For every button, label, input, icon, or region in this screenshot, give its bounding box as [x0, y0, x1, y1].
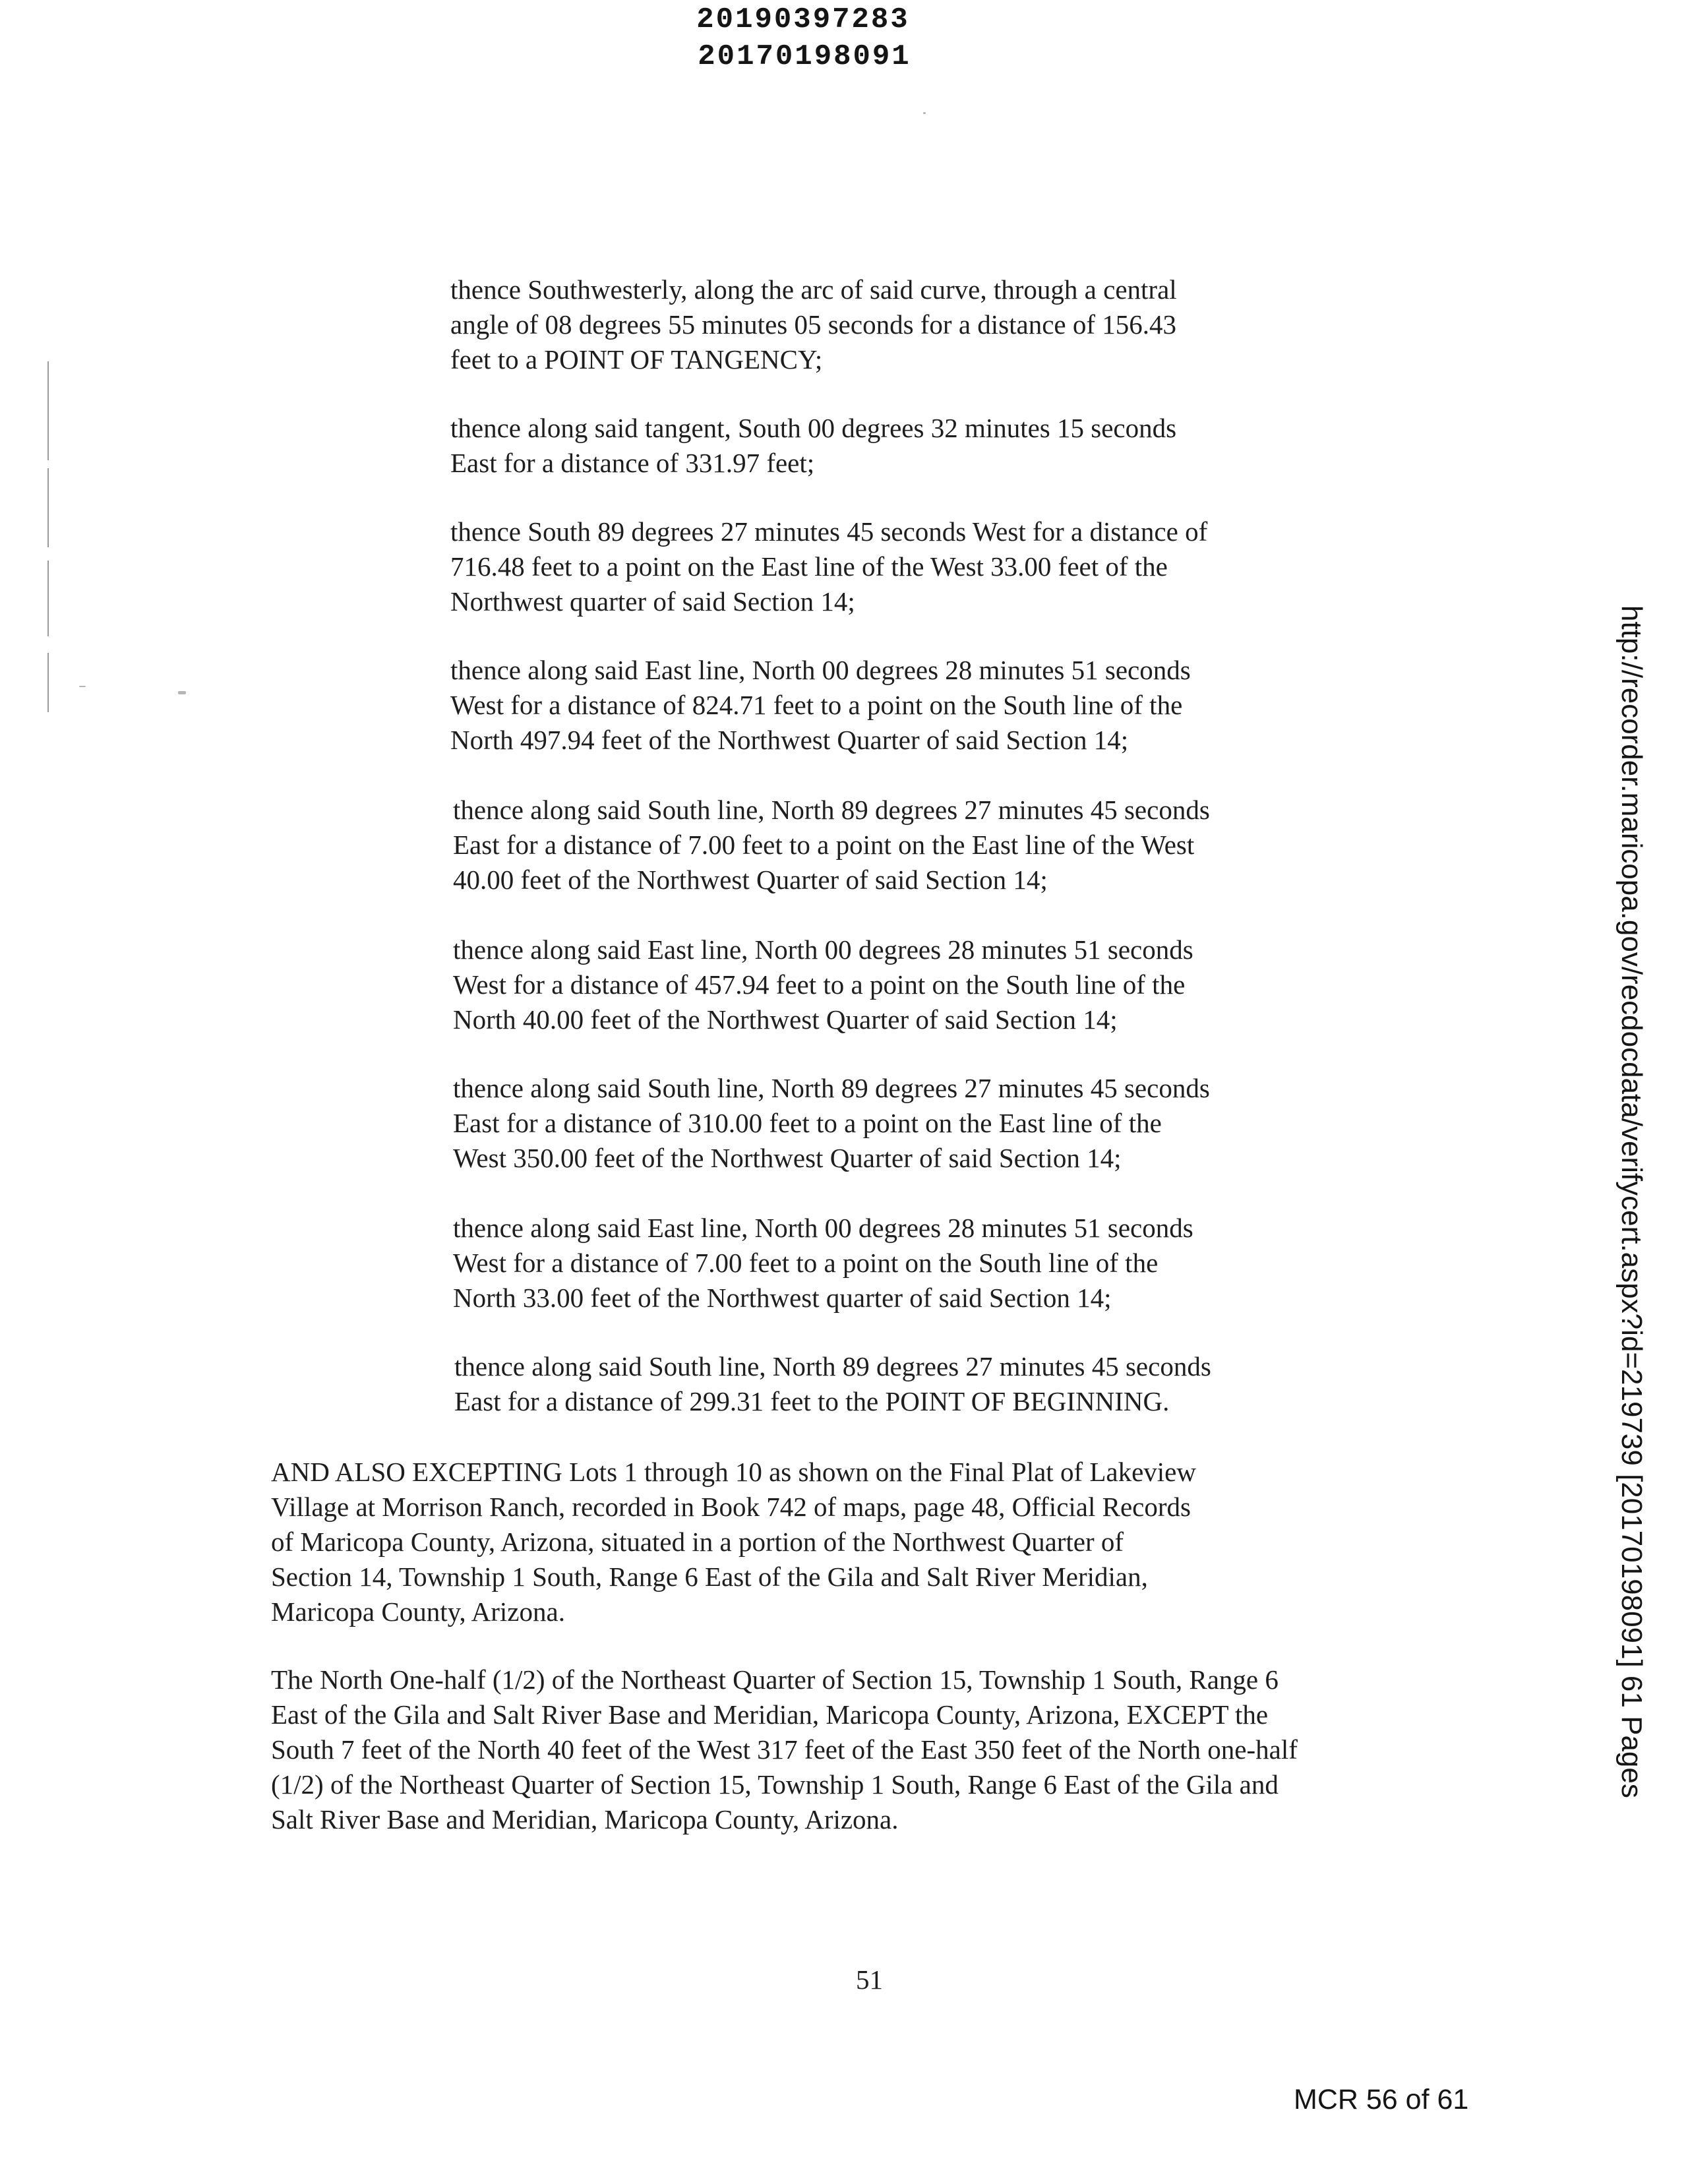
text-line: thence along said South line, North 89 degrees 27 minutes 45 seconds [454, 1351, 1211, 1381]
legal-description-paragraph [453, 793, 1210, 897]
text-line: 40.00 feet of the Northwest Quarter of said Section 14; [453, 864, 1048, 895]
text-line: (1/2) of the Northeast Quarter of Section 15, Township 1 South, Range 6 East of the Gila and [271, 1769, 1279, 1800]
page-number: 51 [856, 1964, 883, 1995]
text-line: South 7 feet of the North 40 feet of the West 317 feet of the East 350 feet of the North one-half [271, 1734, 1298, 1765]
text-line: thence along said tangent, South 00 degrees 32 minutes 15 seconds [450, 413, 1177, 443]
text-line: thence South 89 degrees 27 minutes 45 seconds West for a distance of [450, 516, 1208, 547]
text-line: angle of 08 degrees 55 minutes 05 seconds for a distance of 156.43 [450, 309, 1177, 340]
text-line: Northwest quarter of said Section 14; [450, 586, 855, 617]
text-line: Salt River Base and Meridian, Maricopa County, Arizona. [271, 1804, 899, 1835]
text-line: feet to a POINT OF TANGENCY; [450, 344, 823, 375]
text-line: thence along said South line, North 89 degrees 27 minutes 45 seconds [453, 1073, 1210, 1103]
scan-artifact-line [47, 468, 49, 547]
text-line: Section 14, Township 1 South, Range 6 East of the Gila and Salt River Meridian, [271, 1562, 1148, 1592]
text-line: thence along said East line, North 00 degrees 28 minutes 51 seconds [453, 1213, 1193, 1243]
text-line: of Maricopa County, Arizona, situated in a portion of the Northwest Quarter of [271, 1527, 1124, 1557]
text-line: East for a distance of 7.00 feet to a point on the East line of the West [453, 830, 1195, 860]
text-line: East for a distance of 310.00 feet to a point on the East line of the [453, 1108, 1162, 1138]
text-line: East of the Gila and Salt River Base and Meridian, Maricopa County, Arizona, EXCEPT the [271, 1699, 1269, 1730]
legal-description-paragraph [450, 411, 1176, 481]
scan-artifact-dot [923, 112, 926, 114]
legal-description-paragraph [453, 1071, 1210, 1176]
text-line: Village at Morrison Ranch, recorded in Book 742 of maps, page 48, Official Records [271, 1492, 1191, 1522]
text-line: Maricopa County, Arizona. [271, 1596, 565, 1627]
scan-artifact-line [47, 653, 49, 712]
text-line: thence along said South line, North 89 degrees 27 minutes 45 seconds [453, 795, 1210, 825]
parcel-description-paragraph [271, 1662, 1298, 1837]
text-line: thence Southwesterly, along the arc of said curve, through a central [450, 274, 1177, 305]
text-line: East for a distance of 299.31 feet to the POINT OF BEGINNING. [454, 1386, 1170, 1416]
legal-description-paragraph [453, 1211, 1193, 1316]
scan-artifact-dot [178, 691, 186, 694]
legal-description-paragraph [454, 1349, 1211, 1419]
text-line: North 40.00 feet of the Northwest Quarter of said Section 14; [453, 1004, 1118, 1035]
text-line: West for a distance of 457.94 feet to a point on the South line of the [453, 969, 1186, 1000]
verification-url: http://recorder.maricopa.gov/recdocdata/verifycert.aspx?id=219739 [20170198091] 61 Pages [1615, 605, 1648, 1798]
mcr-page-footer: MCR 56 of 61 [1294, 2084, 1469, 2115]
text-line: West 350.00 feet of the Northwest Quarter of said Section 14; [453, 1143, 1122, 1173]
text-line: 716.48 feet to a point on the East line of the West 33.00 feet of the [450, 551, 1168, 582]
scan-artifact-line [47, 361, 49, 460]
recording-number-stamp: 20170198091 [698, 40, 911, 73]
legal-description-paragraph [450, 272, 1177, 377]
text-line: AND ALSO EXCEPTING Lots 1 through 10 as shown on the Final Plat of Lakeview [271, 1457, 1196, 1487]
scan-artifact-dot [79, 686, 86, 687]
text-line: West for a distance of 824.71 feet to a point on the South line of the [450, 690, 1183, 720]
scan-artifact-line [47, 561, 49, 636]
exception-paragraph [271, 1455, 1196, 1629]
legal-description-paragraph [450, 514, 1207, 619]
legal-description-paragraph [450, 653, 1191, 758]
text-line: East for a distance of 331.97 feet; [450, 448, 815, 478]
recording-number-stamp: 20190397283 [696, 3, 910, 36]
text-line: thence along said East line, North 00 degrees 28 minutes 51 seconds [450, 655, 1191, 685]
text-line: The North One-half (1/2) of the Northeast Quarter of Section 15, Township 1 South, Range 6 [271, 1664, 1279, 1695]
text-line: North 497.94 feet of the Northwest Quarter of said Section 14; [450, 725, 1129, 755]
text-line: thence along said East line, North 00 degrees 28 minutes 51 seconds [453, 934, 1193, 965]
text-line: North 33.00 feet of the Northwest quarter of said Section 14; [453, 1283, 1112, 1313]
legal-description-paragraph [453, 932, 1193, 1037]
text-line: West for a distance of 7.00 feet to a point on the South line of the [453, 1248, 1159, 1278]
